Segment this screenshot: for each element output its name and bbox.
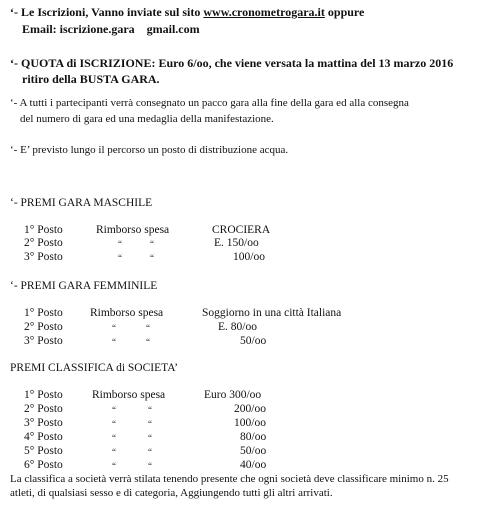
maschile-row-3-ditto-a: “ [118, 253, 122, 263]
iscrizioni-line [10, 6, 364, 18]
societa-row-4-premio: 80/oo [240, 431, 267, 443]
maschile-row-3-posto: 3° Posto [24, 251, 63, 263]
societa-row-1-rimborso: Rimborso spesa [92, 389, 166, 401]
femminile-row-3-posto: 3° Posto [24, 335, 63, 347]
femminile-row-2-ditto-b: “ [146, 323, 150, 333]
femminile-row-1-rimborso: Rimborso spesa [90, 307, 164, 319]
societa-row-5-ditto-a: “ [112, 447, 116, 457]
femminile-row-1-posto: 1° Posto [24, 307, 63, 319]
email-line: Email: iscrizione.gara gmail.com [22, 22, 200, 36]
societa-row-4-posto: 4° Posto [24, 431, 63, 443]
premi-societa-title: PREMI CLASSIFICA di SOCIETA’ [10, 362, 179, 374]
societa-row-6-ditto-a: “ [112, 461, 116, 471]
societa-row-4-ditto-b: “ [148, 433, 152, 443]
footer-line-2: atleti, di qualsiasi sesso e di categoria, Aggiungendo tutti gli altri arrivati. [10, 487, 333, 499]
cronometrogara-link[interactable]: www.cronometrogara.it [203, 5, 325, 19]
societa-row-5-posto: 5° Posto [24, 445, 63, 457]
femminile-row-2-posto: 2° Posto [24, 321, 63, 333]
societa-row-6-premio: 40/oo [240, 459, 267, 471]
societa-row-5-premio: 50/oo [240, 445, 267, 457]
pacco-line-2: del numero di gara ed una medaglia della manifestazione. [20, 113, 274, 125]
quota-line-2: ritiro della BUSTA GARA. [22, 72, 160, 86]
maschile-row-2-ditto-b: “ [150, 239, 154, 249]
acqua-line: ‘- E’ previsto lungo il percorso un posto di distribuzione acqua. [10, 144, 289, 156]
femminile-row-3-premio: 50/oo [240, 335, 267, 347]
societa-row-2-posto: 2° Posto [24, 403, 63, 415]
societa-row-2-ditto-b: “ [148, 405, 152, 415]
femminile-row-2-premio: E. 80/oo [218, 321, 257, 333]
societa-row-6-posto: 6° Posto [24, 459, 63, 471]
pacco-line-1: ‘- A tutti i partecipanti verrà consegnato un pacco gara alla fine della gara ed alla consegna [10, 97, 409, 109]
societa-row-3-ditto-a: “ [112, 419, 116, 429]
femminile-row-3-ditto-b: “ [146, 337, 150, 347]
maschile-row-1-posto: 1° Posto [24, 224, 63, 236]
premi-maschile-title: ‘- PREMI GARA MASCHILE [10, 197, 153, 209]
maschile-row-2-premio: E. 150/oo [214, 237, 259, 249]
premi-femminile-title: ‘- PREMI GARA FEMMINILE [10, 280, 158, 292]
societa-row-1-premio: Euro 300/oo [204, 389, 262, 401]
societa-row-5-ditto-b: “ [148, 447, 152, 457]
societa-row-3-posto: 3° Posto [24, 417, 63, 429]
societa-row-2-premio: 200/oo [234, 403, 266, 415]
maschile-row-1-premio: CROCIERA [212, 224, 271, 236]
femminile-row-2-ditto-a: “ [112, 323, 116, 333]
societa-row-2-ditto-a: “ [112, 405, 116, 415]
femminile-row-1-premio: Soggiorno in una città Italiana [202, 307, 342, 319]
femminile-row-3-ditto-a: “ [112, 337, 116, 347]
maschile-row-3-ditto-b: “ [150, 253, 154, 263]
maschile-row-3-premio: 100/oo [233, 251, 265, 263]
societa-row-3-ditto-b: “ [148, 419, 152, 429]
societa-row-4-ditto-a: “ [112, 433, 116, 443]
maschile-row-2-ditto-a: “ [118, 239, 122, 249]
maschile-row-2-posto: 2° Posto [24, 237, 63, 249]
maschile-row-1-rimborso: Rimborso spesa [96, 224, 170, 236]
societa-row-1-posto: 1° Posto [24, 389, 63, 401]
iscrizioni-prefix: ‘- Le Iscrizioni, Vanno inviate sul sito [10, 5, 204, 19]
quota-line-1: ‘- QUOTA di ISCRIZIONE: Euro 6/oo, che viene versata la mattina del 13 marzo 2016 [10, 56, 454, 70]
societa-row-6-ditto-b: “ [148, 461, 152, 471]
footer-line-1: La classifica a società verrà stilata tenendo presente che ogni società deve classificare minimo n. 25 [10, 473, 449, 485]
iscrizioni-suffix: oppure [324, 5, 365, 19]
societa-row-3-premio: 100/oo [234, 417, 266, 429]
